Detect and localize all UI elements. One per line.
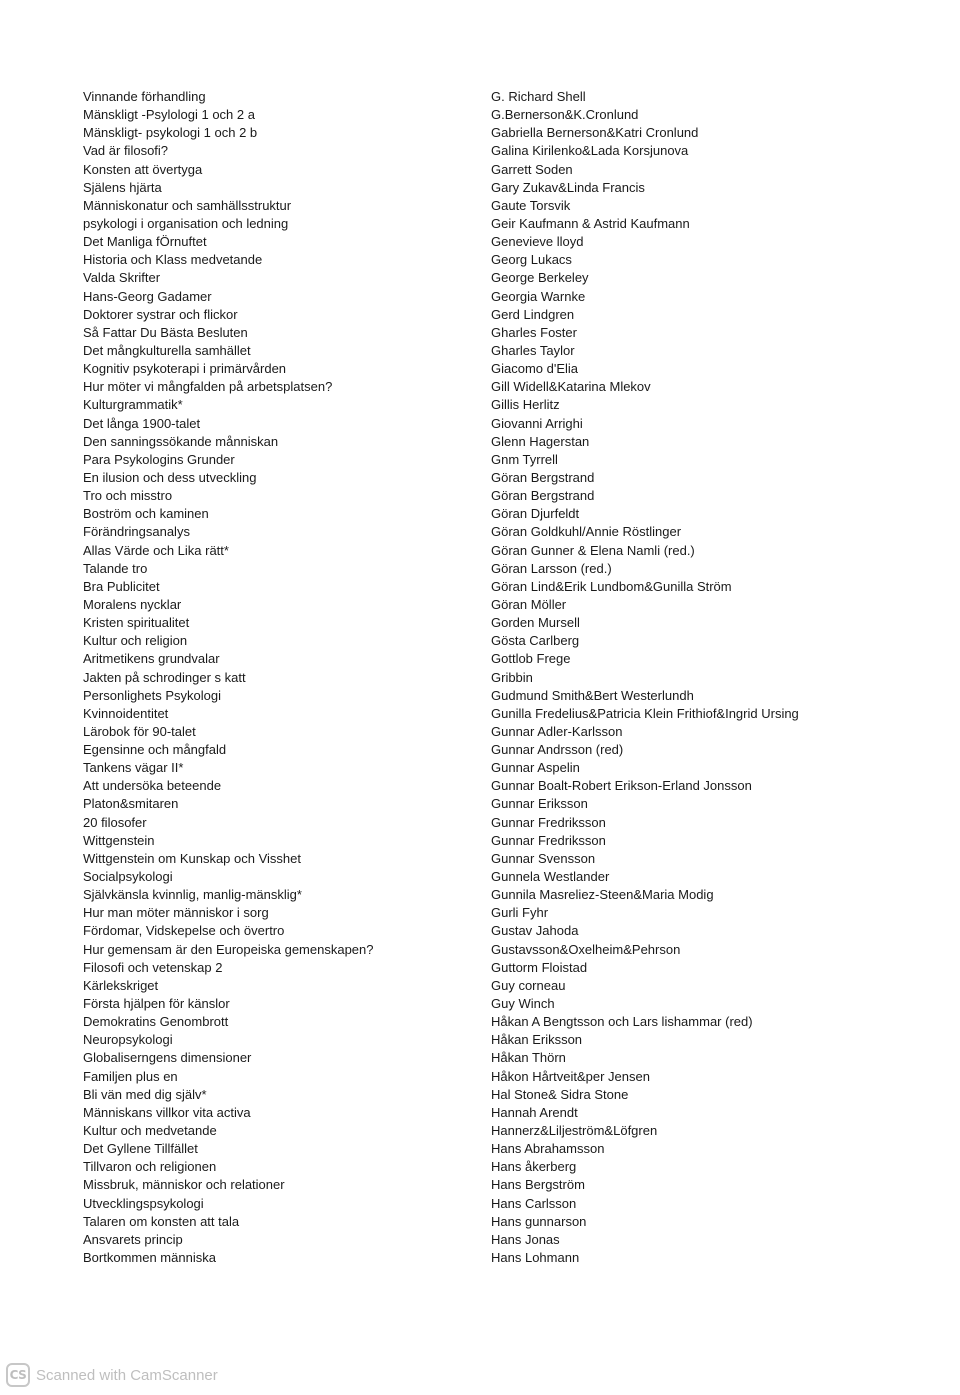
list-row bbox=[83, 1195, 883, 1213]
book-author: Galina Kirilenko&Lada Korsjunova bbox=[491, 143, 689, 159]
book-author: Hal Stone& Sidra Stone bbox=[491, 1086, 629, 1102]
book-author: Guy corneau bbox=[491, 977, 566, 993]
list-row bbox=[83, 1104, 883, 1122]
book-author: Hans åkerberg bbox=[491, 1159, 577, 1175]
book-author: Håkan Thörn bbox=[491, 1050, 566, 1066]
book-title: Vinnande förhandling bbox=[83, 89, 206, 104]
list-row bbox=[83, 614, 883, 632]
book-author: Göran Bergstrand bbox=[491, 488, 595, 504]
book-author: Håkan Eriksson bbox=[491, 1032, 583, 1048]
book-author: Hannah Arendt bbox=[491, 1104, 578, 1120]
book-title: Kultur och religion bbox=[83, 633, 188, 649]
list-row bbox=[83, 669, 883, 687]
list-row bbox=[83, 1013, 883, 1031]
book-title: Det Gyllene Tillfället bbox=[83, 1141, 198, 1157]
book-title: Hur man möter människor i sorg bbox=[83, 905, 269, 921]
book-title: Platon&smitaren bbox=[83, 796, 179, 812]
book-title: Moralens nycklar bbox=[83, 596, 182, 612]
list-row bbox=[83, 197, 883, 215]
book-title: Fördomar, Vidskepelse och övertro bbox=[83, 923, 285, 939]
list-row bbox=[83, 469, 883, 487]
list-row bbox=[83, 1031, 883, 1049]
book-author: Gunilla Fredelius&Patricia Klein Frithiof&Ingrid Ursing bbox=[491, 705, 799, 721]
book-title: Bortkommen människa bbox=[83, 1250, 216, 1265]
list-row bbox=[83, 759, 883, 777]
book-title: Valda Skrifter bbox=[83, 270, 161, 286]
book-title: Tro och misstro bbox=[83, 488, 173, 504]
book-title: Para Psykologins Grunder bbox=[83, 451, 235, 467]
book-author: Georg Lukacs bbox=[491, 252, 572, 268]
book-author: Garrett Soden bbox=[491, 161, 573, 177]
list-row bbox=[83, 1213, 883, 1231]
book-title: Talaren om konsten att tala bbox=[83, 1213, 240, 1229]
list-row bbox=[83, 705, 883, 723]
book-title: Egensinne och mångfald bbox=[83, 742, 227, 758]
book-author: G.Bernerson&K.Cronlund bbox=[491, 107, 639, 123]
book-title: Kärlekskriget bbox=[83, 977, 159, 993]
list-row bbox=[83, 415, 883, 433]
book-author: Gillis Herlitz bbox=[491, 397, 560, 413]
book-title: Vad är filosofi? bbox=[83, 143, 169, 159]
list-row bbox=[83, 632, 883, 650]
book-title: Kultur och medvetande bbox=[83, 1123, 217, 1139]
book-title: Det långa 1900-talet bbox=[83, 415, 201, 431]
book-author: Gunnila Masreliez-Steen&Maria Modig bbox=[491, 887, 714, 903]
book-title: psykologi i organisation och ledning bbox=[83, 215, 289, 231]
book-title: Så Fattar Du Bästa Besluten bbox=[83, 324, 248, 340]
book-author: Gill Widell&Katarina Mlekov bbox=[491, 379, 651, 395]
book-title: Det mångkulturella samhället bbox=[83, 342, 251, 358]
book-author: Gunnar Boalt-Robert Erikson-Erland Jonsson bbox=[491, 778, 752, 794]
book-title: Mänskligt- psykologi 1 och 2 b bbox=[83, 125, 258, 141]
list-row bbox=[83, 723, 883, 741]
list-row bbox=[83, 251, 883, 269]
book-author: G. Richard Shell bbox=[491, 89, 586, 104]
list-row bbox=[83, 850, 883, 868]
book-title: Globaliserngens dimensioner bbox=[83, 1050, 252, 1066]
list-row bbox=[83, 922, 883, 940]
book-title: Bra Publicitet bbox=[83, 578, 160, 594]
list-row bbox=[83, 1249, 883, 1267]
list-row bbox=[83, 523, 883, 541]
list-row bbox=[83, 904, 883, 922]
list-row bbox=[83, 560, 883, 578]
book-author: Gottlob Frege bbox=[491, 651, 571, 667]
book-title: Ansvarets princip bbox=[83, 1231, 183, 1247]
book-title: Missbruk, människor och relationer bbox=[83, 1177, 285, 1193]
book-author: Genevieve lloyd bbox=[491, 234, 584, 250]
list-row bbox=[83, 396, 883, 414]
list-row bbox=[83, 1176, 883, 1194]
book-author: Gabriella Bernerson&Katri Cronlund bbox=[491, 125, 699, 141]
list-row bbox=[83, 1231, 883, 1249]
list-row bbox=[83, 1049, 883, 1067]
book-author: Gunnela Westlander bbox=[491, 869, 610, 885]
list-row bbox=[83, 288, 883, 306]
book-author: Göran Goldkuhl/Annie Röstlinger bbox=[491, 524, 682, 540]
list-row bbox=[83, 451, 883, 469]
list-row bbox=[83, 433, 883, 451]
book-title: Tankens vägar II* bbox=[83, 760, 184, 776]
book-title: Tillvaron och religionen bbox=[83, 1159, 217, 1175]
book-author: Gudmund Smith&Bert Westerlundh bbox=[491, 687, 694, 703]
book-title: Utvecklingspsykologi bbox=[83, 1195, 204, 1211]
book-title: Kulturgrammatik* bbox=[83, 397, 183, 413]
book-title: Kvinnoidentitet bbox=[83, 705, 169, 721]
book-author: Gerd Lindgren bbox=[491, 306, 575, 322]
book-title: 20 filosofer bbox=[83, 814, 147, 830]
book-title: Hur möter vi mångfalden på arbetsplatsen? bbox=[83, 379, 333, 395]
book-author: Gunnar Fredriksson bbox=[491, 814, 606, 830]
list-row bbox=[83, 215, 883, 233]
book-title: Förändringsanalys bbox=[83, 524, 190, 540]
book-author: Geir Kaufmann & Astrid Kaufmann bbox=[491, 215, 690, 231]
book-author: Giacomo d'Elia bbox=[491, 361, 579, 377]
book-title: Allas Värde och Lika rätt* bbox=[83, 542, 229, 558]
list-row bbox=[83, 977, 883, 995]
list-row bbox=[83, 596, 883, 614]
book-author: Georgia Warnke bbox=[491, 288, 586, 304]
book-author: Gustavsson&Oxelheim&Pehrson bbox=[491, 941, 681, 957]
book-author: Hans gunnarson bbox=[491, 1213, 587, 1229]
list-row bbox=[83, 959, 883, 977]
list-row bbox=[83, 1122, 883, 1140]
book-title: Historia och Klass medvetande bbox=[83, 252, 263, 268]
book-title: Wittgenstein bbox=[83, 832, 155, 848]
book-author: Göran Larsson (red.) bbox=[491, 560, 612, 576]
list-row bbox=[83, 1158, 883, 1176]
book-author: Gustav Jahoda bbox=[491, 923, 579, 939]
book-title: Kognitiv psykoterapi i primärvården bbox=[83, 361, 287, 377]
book-title: Bli vän med dig själv* bbox=[83, 1086, 207, 1102]
list-row bbox=[83, 1140, 883, 1158]
list-row bbox=[83, 88, 883, 106]
book-author: Gary Zukav&Linda Francis bbox=[491, 179, 645, 195]
book-title: Konsten att övertyga bbox=[83, 161, 203, 177]
list-row bbox=[83, 269, 883, 287]
list-row bbox=[83, 360, 883, 378]
book-title: Hans-Georg Gadamer bbox=[83, 288, 212, 304]
list-row bbox=[83, 487, 883, 505]
book-title: Talande tro bbox=[83, 560, 148, 576]
book-title: Mänskligt -Psylologi 1 och 2 a bbox=[83, 107, 255, 123]
list-row bbox=[83, 324, 883, 342]
list-row bbox=[83, 832, 883, 850]
book-title: Jakten på schrodinger s katt bbox=[83, 669, 246, 685]
book-title: Första hjälpen för känslor bbox=[83, 996, 230, 1012]
book-author: Glenn Hagerstan bbox=[491, 433, 590, 449]
list-row bbox=[83, 161, 883, 179]
book-title: Personlighets Psykologi bbox=[83, 687, 222, 703]
camscanner-watermark bbox=[6, 1362, 218, 1388]
book-author: Gösta Carlberg bbox=[491, 633, 580, 649]
book-author: Gharles Foster bbox=[491, 324, 577, 340]
list-row bbox=[83, 124, 883, 142]
list-row bbox=[83, 886, 883, 904]
book-author: Guttorm Floistad bbox=[491, 959, 588, 975]
book-title: Att undersöka beteende bbox=[83, 778, 222, 794]
book-author: Gunnar Fredriksson bbox=[491, 832, 606, 848]
book-title: Självkänsla kvinnlig, manlig-mänsklig* bbox=[83, 887, 302, 903]
list-row bbox=[83, 777, 883, 795]
list-row bbox=[83, 650, 883, 668]
book-author: Gunnar Andrsson (red) bbox=[491, 742, 624, 758]
list-row bbox=[83, 1086, 883, 1104]
list-row bbox=[83, 542, 883, 560]
book-author: George Berkeley bbox=[491, 270, 589, 286]
book-title: Familjen plus en bbox=[83, 1068, 178, 1084]
book-title: Det Manliga fÖrnuftet bbox=[83, 234, 207, 250]
book-title: Boström och kaminen bbox=[83, 506, 209, 522]
list-row bbox=[83, 814, 883, 832]
book-author: Gunnar Aspelin bbox=[491, 760, 580, 776]
book-author: Hans Abrahamsson bbox=[491, 1141, 605, 1157]
book-list bbox=[83, 88, 883, 1267]
list-row bbox=[83, 142, 883, 160]
book-author: Hannerz&Liljeström&Löfgren bbox=[491, 1123, 658, 1139]
list-row bbox=[83, 342, 883, 360]
list-row bbox=[83, 106, 883, 124]
book-author: Hans Carlsson bbox=[491, 1195, 577, 1211]
book-title: Doktorer systrar och flickor bbox=[83, 306, 238, 322]
camscanner-logo-icon: CS bbox=[6, 1363, 30, 1387]
list-row bbox=[83, 378, 883, 396]
book-title: Lärobok för 90-talet bbox=[83, 723, 196, 739]
list-row bbox=[83, 741, 883, 759]
book-author: Giovanni Arrighi bbox=[491, 415, 583, 431]
book-author: Gribbin bbox=[491, 669, 533, 685]
book-title: Neuropsykologi bbox=[83, 1032, 173, 1048]
list-row bbox=[83, 578, 883, 596]
list-row bbox=[83, 179, 883, 197]
book-author: Gunnar Adler-Karlsson bbox=[491, 723, 623, 739]
book-author: Hans Lohmann bbox=[491, 1250, 580, 1265]
book-title: Filosofi och vetenskap 2 bbox=[83, 959, 223, 975]
book-author: Guy Winch bbox=[491, 996, 555, 1012]
list-row bbox=[83, 795, 883, 813]
book-title: Aritmetikens grundvalar bbox=[83, 651, 220, 667]
book-title: Hur gemensam är den Europeiska gemenskapen? bbox=[83, 941, 374, 957]
book-title: Själens hjärta bbox=[83, 179, 162, 195]
book-title: Demokratins Genombrott bbox=[83, 1014, 229, 1030]
book-title: Wittgenstein om Kunskap och Visshet bbox=[83, 850, 301, 866]
book-title: Människans villkor vita activa bbox=[83, 1104, 251, 1120]
book-title: Kristen spiritualitet bbox=[83, 615, 190, 631]
book-author: Göran Bergstrand bbox=[491, 469, 595, 485]
book-title: Den sanningssökande månniskan bbox=[83, 433, 279, 449]
book-author: Gaute Torsvik bbox=[491, 197, 571, 213]
list-row bbox=[83, 1068, 883, 1086]
list-row bbox=[83, 233, 883, 251]
book-author: Göran Gunner & Elena Namli (red.) bbox=[491, 542, 695, 558]
book-author: Göran Lind&Erik Lundbom&Gunilla Ström bbox=[491, 578, 732, 594]
list-row bbox=[83, 687, 883, 705]
list-row bbox=[83, 941, 883, 959]
book-author: Gunnar Svensson bbox=[491, 850, 596, 866]
book-author: Gorden Mursell bbox=[491, 615, 580, 631]
list-row bbox=[83, 868, 883, 886]
list-row bbox=[83, 995, 883, 1013]
book-title: Socialpsykologi bbox=[83, 869, 173, 885]
book-author: Hans Bergström bbox=[491, 1177, 585, 1193]
list-row bbox=[83, 505, 883, 523]
book-author: Håkan A Bengtsson och Lars lishammar (red) bbox=[491, 1014, 753, 1030]
book-author: Håkon Hårtveit&per Jensen bbox=[491, 1068, 650, 1084]
book-author: Hans Jonas bbox=[491, 1231, 560, 1247]
list-row bbox=[83, 306, 883, 324]
book-author: Gurli Fyhr bbox=[491, 905, 549, 921]
book-title: Människonatur och samhällsstruktur bbox=[83, 197, 292, 213]
book-title: En ilusion och dess utveckling bbox=[83, 469, 257, 485]
book-author: Gharles Taylor bbox=[491, 342, 575, 358]
book-author: Gnm Tyrrell bbox=[491, 451, 558, 467]
book-author: Gunnar Eriksson bbox=[491, 796, 588, 812]
book-author: Göran Möller bbox=[491, 596, 567, 612]
watermark-text: Scanned with CamScanner bbox=[36, 1366, 218, 1384]
book-author: Göran Djurfeldt bbox=[491, 506, 580, 522]
